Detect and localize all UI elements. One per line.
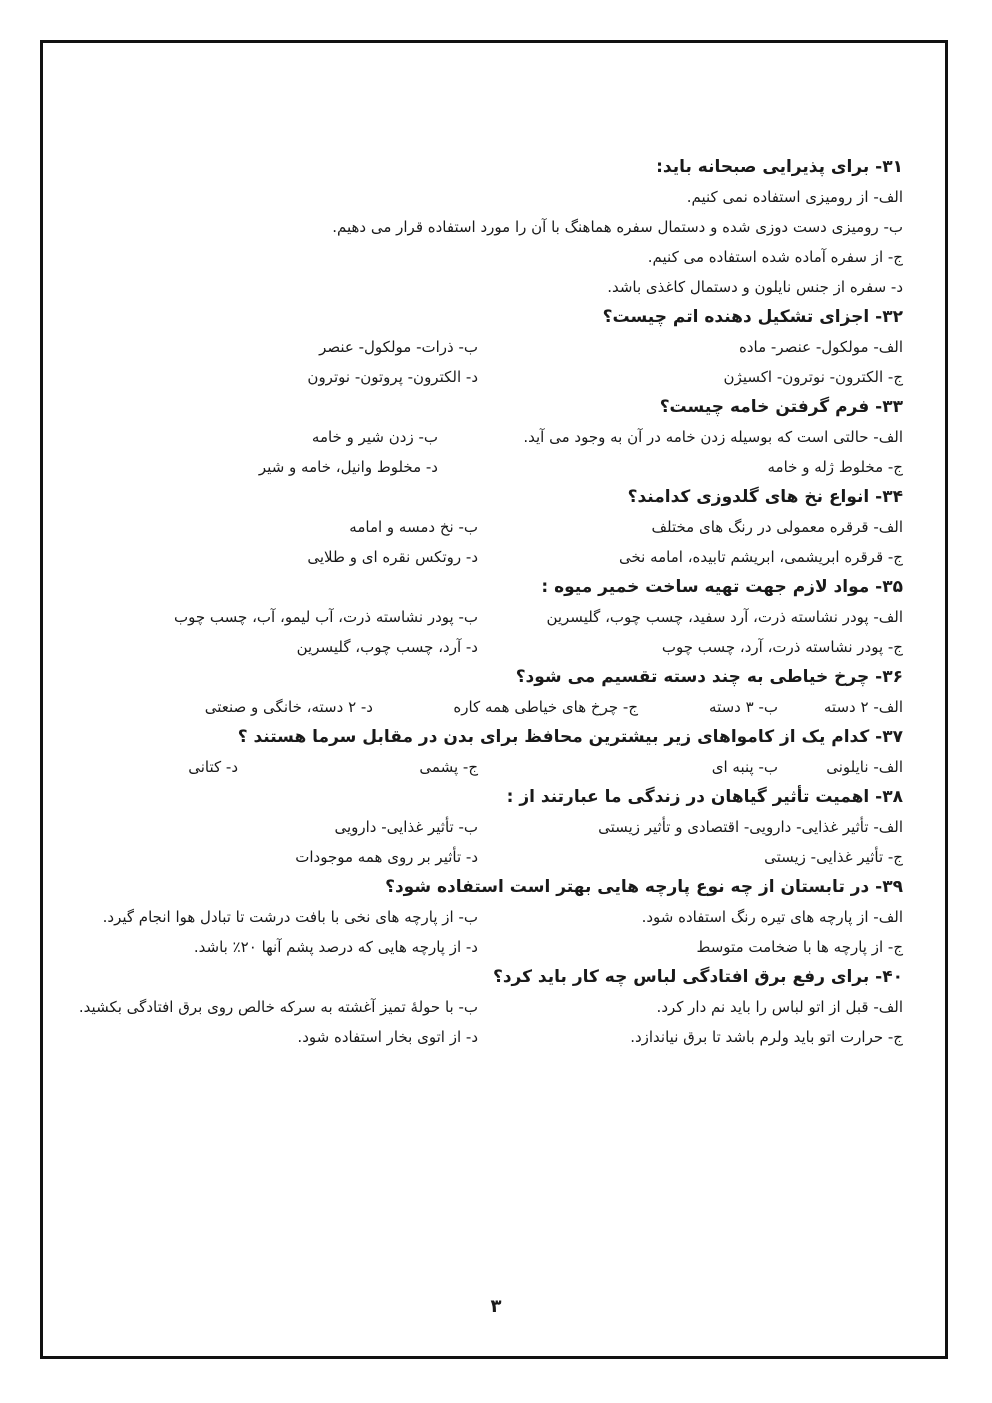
question-34 <box>60 482 903 572</box>
option-a: الف- حالتی است که بوسیله زدن خامه در آن به وجود می آید. <box>523 428 903 446</box>
option-b: ب- پنبه ای <box>711 758 778 776</box>
option-c: ج- پشمی <box>419 758 478 776</box>
option-c: ج- از پارچه ها با ضخامت متوسط <box>696 938 903 956</box>
question-title: ۳۶- چرخ خیاطی به چند دسته تقسیم می شود؟ <box>515 667 903 687</box>
option-d: د- ۲ دسته، خانگی و صنعتی <box>204 698 373 716</box>
options-row <box>60 332 903 362</box>
question-title: ۳۸- اهمیت تأثیر گیاهان در زندگی ما عبارتند از : <box>506 787 903 807</box>
question-title: ۴۰- برای رفع برق افتادگی لباس چه کار باید کرد؟ <box>492 967 903 987</box>
option-b: ب- از پارچه های نخی با بافت درشت تا تبادل هوا انجام گیرد. <box>102 908 478 926</box>
option-d: د- از پارچه هایی که درصد پشم آنها ۲۰٪ باشد. <box>193 938 478 956</box>
page-number: ۳ <box>490 1296 502 1317</box>
question-37 <box>60 722 903 782</box>
option-b: ب- تأثیر غذایی- دارویی <box>334 818 478 836</box>
question-title: ۳۴- انواع نخ های گلدوزی کدامند؟ <box>627 487 903 507</box>
options-row <box>60 422 903 452</box>
options-row <box>60 602 903 632</box>
option-c: ج- از سفره آماده شده استفاده می کنیم. <box>647 248 903 266</box>
option-a: الف- پودر نشاسته ذرت، آرد سفید، چسب چوب، گلیسرین <box>546 608 903 626</box>
question-35 <box>60 572 903 662</box>
question-39 <box>60 872 903 962</box>
question-title: ۳۹- در تابستان از چه نوع پارچه هایی بهتر است استفاده شود؟ <box>385 877 903 897</box>
question-title: ۳۲- اجزای تشکیل دهنده اتم چیست؟ <box>602 307 903 327</box>
option-a: الف- قبل از اتو لباس را باید نم دار کرد. <box>656 998 903 1016</box>
option-d: د- آرد، چسب چوب، گلیسرین <box>296 638 478 656</box>
option-b: ب- ۳ دسته <box>709 698 778 716</box>
option-c: ج- مخلوط ژله و خامه <box>767 458 903 476</box>
question-title: ۳۳- فرم گرفتن خامه چیست؟ <box>659 397 903 417</box>
question-33 <box>60 392 903 482</box>
question-32 <box>60 302 903 392</box>
option-b: ب- ذرات- مولکول- عنصر <box>319 338 478 356</box>
option-a: الف- از رومیزی استفاده نمی کنیم. <box>686 188 903 206</box>
options-row <box>60 1022 903 1052</box>
question-title: ۳۵- مواد لازم جهت تهیه ساخت خمیر میوه : <box>541 577 903 597</box>
option-c: ج- پودر نشاسته ذرت، آرد، چسب چوب <box>661 638 903 656</box>
option-c: ج- قرقره ابریشمی، ابریشم تابیده، امامه نخی <box>618 548 903 566</box>
option-d: د- از اتوی بخار استفاده شود. <box>297 1028 478 1046</box>
options-row <box>60 632 903 662</box>
option-c: ج- حرارت اتو باید ولرم باشد تا برق نیاندازد. <box>630 1028 903 1046</box>
options-row <box>60 512 903 542</box>
options-row <box>60 932 903 962</box>
option-d: د- تأثیر بر روی همه موجودات <box>295 848 478 866</box>
option-b: ب- پودر نشاسته ذرت، آب لیمو، آب، چسب چوب <box>174 608 478 626</box>
option-c: ج- تأثیر غذایی- زیستی <box>764 848 903 866</box>
question-40 <box>60 962 903 1052</box>
option-d: د- سفره از جنس نایلون و دستمال کاغذی باشد. <box>607 278 903 296</box>
options-row <box>60 902 903 932</box>
question-38 <box>60 782 903 872</box>
option-a: الف- نایلونی <box>826 758 903 776</box>
option-c: ج- الکترون- نوترون- اکسیژن <box>723 368 903 386</box>
options-row <box>60 362 903 392</box>
option-c: ج- چرخ های خیاطی همه کاره <box>453 698 638 716</box>
question-title: ۳۷- کدام یک از کامواهای زیر بیشترین محافظ برای بدن در مقابل سرما هستند ؟ <box>237 727 903 747</box>
option-b: ب- زدن شیر و خامه <box>311 428 438 446</box>
options-row <box>60 812 903 842</box>
option-a: الف- ۲ دسته <box>823 698 903 716</box>
exam-questions <box>60 152 903 1052</box>
options-row <box>60 992 903 1022</box>
options-row <box>60 452 903 482</box>
question-31 <box>60 152 903 302</box>
options-row <box>60 542 903 572</box>
question-36 <box>60 662 903 722</box>
option-b: ب- رومیزی دست دوزی شده و دستمال سفره هماهنگ با آن را مورد استفاده قرار می دهیم. <box>332 218 903 236</box>
option-d: د- کتانی <box>188 758 238 776</box>
option-a: الف- قرقره معمولی در رنگ های مختلف <box>651 518 903 536</box>
option-d: د- مخلوط وانیل، خامه و شیر <box>258 458 438 476</box>
option-b: ب- با حولۀ تمیز آغشته به سرکه خالص روی برق افتادگی بکشید. <box>78 998 478 1016</box>
option-b: ب- نخ دمسه و امامه <box>349 518 478 536</box>
option-d: د- الکترون- پروتون- نوترون <box>307 368 478 386</box>
options-row <box>60 752 903 782</box>
options-row <box>60 692 903 722</box>
options-row <box>60 842 903 872</box>
option-a: الف- مولکول- عنصر- ماده <box>739 338 903 356</box>
question-title: ۳۱- برای پذیرایی صبحانه باید: <box>656 157 903 177</box>
option-a: الف- از پارچه های تیره رنگ استفاده شود. <box>641 908 903 926</box>
option-d: د- روتکس نقره ای و طلایی <box>307 548 478 566</box>
option-a: الف- تأثیر غذایی- دارویی- اقتصادی و تأثیر زیستی <box>598 818 903 836</box>
